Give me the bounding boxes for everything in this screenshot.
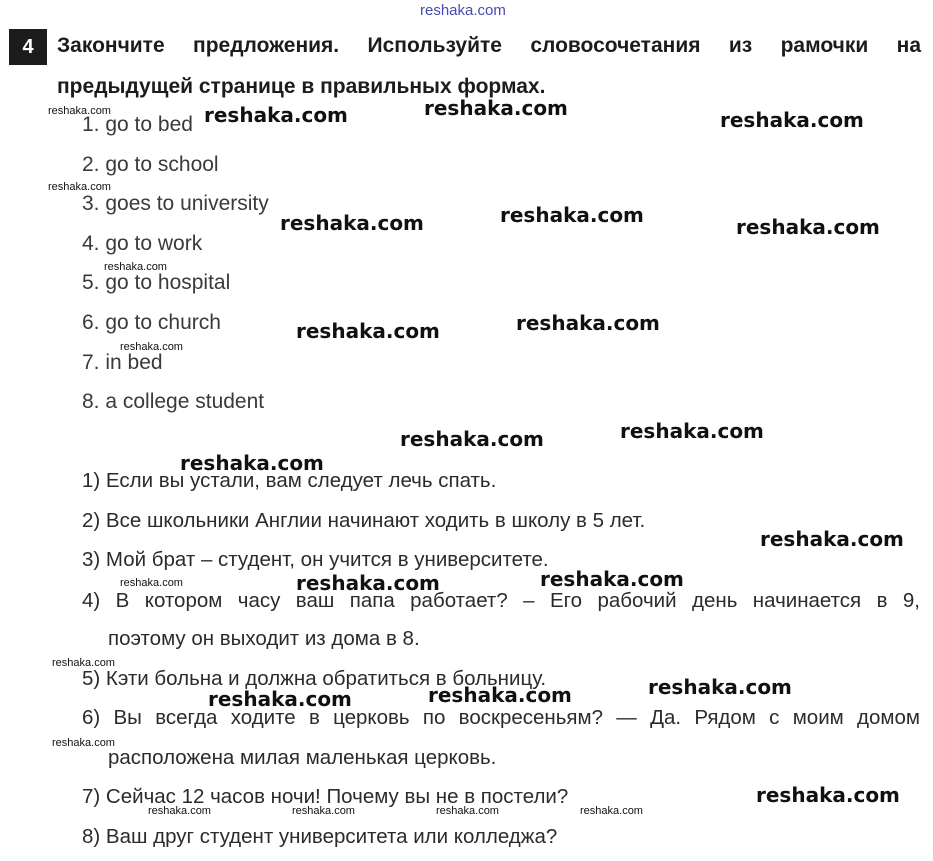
task-title-line2: предыдущей странице в правильных формах. [57, 75, 546, 98]
watermark: reshaka.com [104, 261, 167, 273]
watermark: reshaka.com [648, 675, 792, 699]
watermark: reshaka.com [204, 103, 348, 127]
translation-line: 4) В котором часу ваш папа работает? – Его рабочий день начинается в 9, [82, 589, 920, 612]
answer-item: 2. go to school [82, 153, 219, 176]
watermark: reshaka.com [736, 215, 880, 239]
watermark: reshaka.com [120, 341, 183, 353]
answer-item: 3. goes to university [82, 192, 269, 215]
watermark: reshaka.com [208, 687, 352, 711]
answer-item: 1. go to bed [82, 113, 193, 136]
watermark: reshaka.com [292, 805, 355, 817]
watermark: reshaka.com [760, 527, 904, 551]
answer-item: 6. go to church [82, 311, 221, 334]
watermark: reshaka.com [52, 737, 115, 749]
watermark: reshaka.com [52, 657, 115, 669]
translation-line: 1) Если вы устали, вам следует лечь спать. [82, 469, 497, 492]
answer-item: 7. in bed [82, 351, 163, 374]
watermark: reshaka.com [756, 783, 900, 807]
translation-line: расположена милая маленькая церковь. [108, 746, 497, 769]
watermark: reshaka.com [428, 683, 572, 707]
translation-line: 2) Все школьники Англии начинают ходить в школу в 5 лет. [82, 509, 646, 532]
watermark: reshaka.com [540, 567, 684, 591]
answer-item: 5. go to hospital [82, 271, 231, 294]
watermark: reshaka.com [48, 105, 111, 117]
watermark: reshaka.com [516, 311, 660, 335]
watermark: reshaka.com [424, 96, 568, 120]
watermark: reshaka.com [296, 571, 440, 595]
watermark: reshaka.com [580, 805, 643, 817]
task-number-badge: 4 [9, 29, 47, 65]
watermark: reshaka.com [400, 427, 544, 451]
watermark: reshaka.com [620, 419, 764, 443]
answer-item: 8. a college student [82, 390, 265, 413]
translation-line: 7) Сейчас 12 часов ночи! Почему вы не в постели? [82, 785, 569, 808]
watermark: reshaka.com [436, 805, 499, 817]
site-header-watermark: reshaka.com [420, 2, 506, 19]
watermark: reshaka.com [148, 805, 211, 817]
watermark: reshaka.com [280, 211, 424, 235]
watermark: reshaka.com [296, 319, 440, 343]
watermark: reshaka.com [48, 181, 111, 193]
translation-line: 3) Мой брат – студент, он учится в университете. [82, 548, 549, 571]
answer-item: 4. go to work [82, 232, 203, 255]
watermark: reshaka.com [720, 108, 864, 132]
translation-line: 8) Ваш друг студент университета или колледжа? [82, 825, 558, 848]
translation-line: 6) Вы всегда ходите в церковь по воскресеньям? — Да. Рядом с моим домом [82, 706, 920, 729]
task-title-line1: Закончите предложения. Используйте словосочетания из рамочки на [57, 34, 921, 57]
translation-line: 5) Кэти больна и должна обратиться в больницу. [82, 667, 547, 690]
watermark: reshaka.com [120, 577, 183, 589]
watermark: reshaka.com [500, 203, 644, 227]
watermark: reshaka.com [180, 451, 324, 475]
translation-line: поэтому он выходит из дома в 8. [108, 627, 420, 650]
